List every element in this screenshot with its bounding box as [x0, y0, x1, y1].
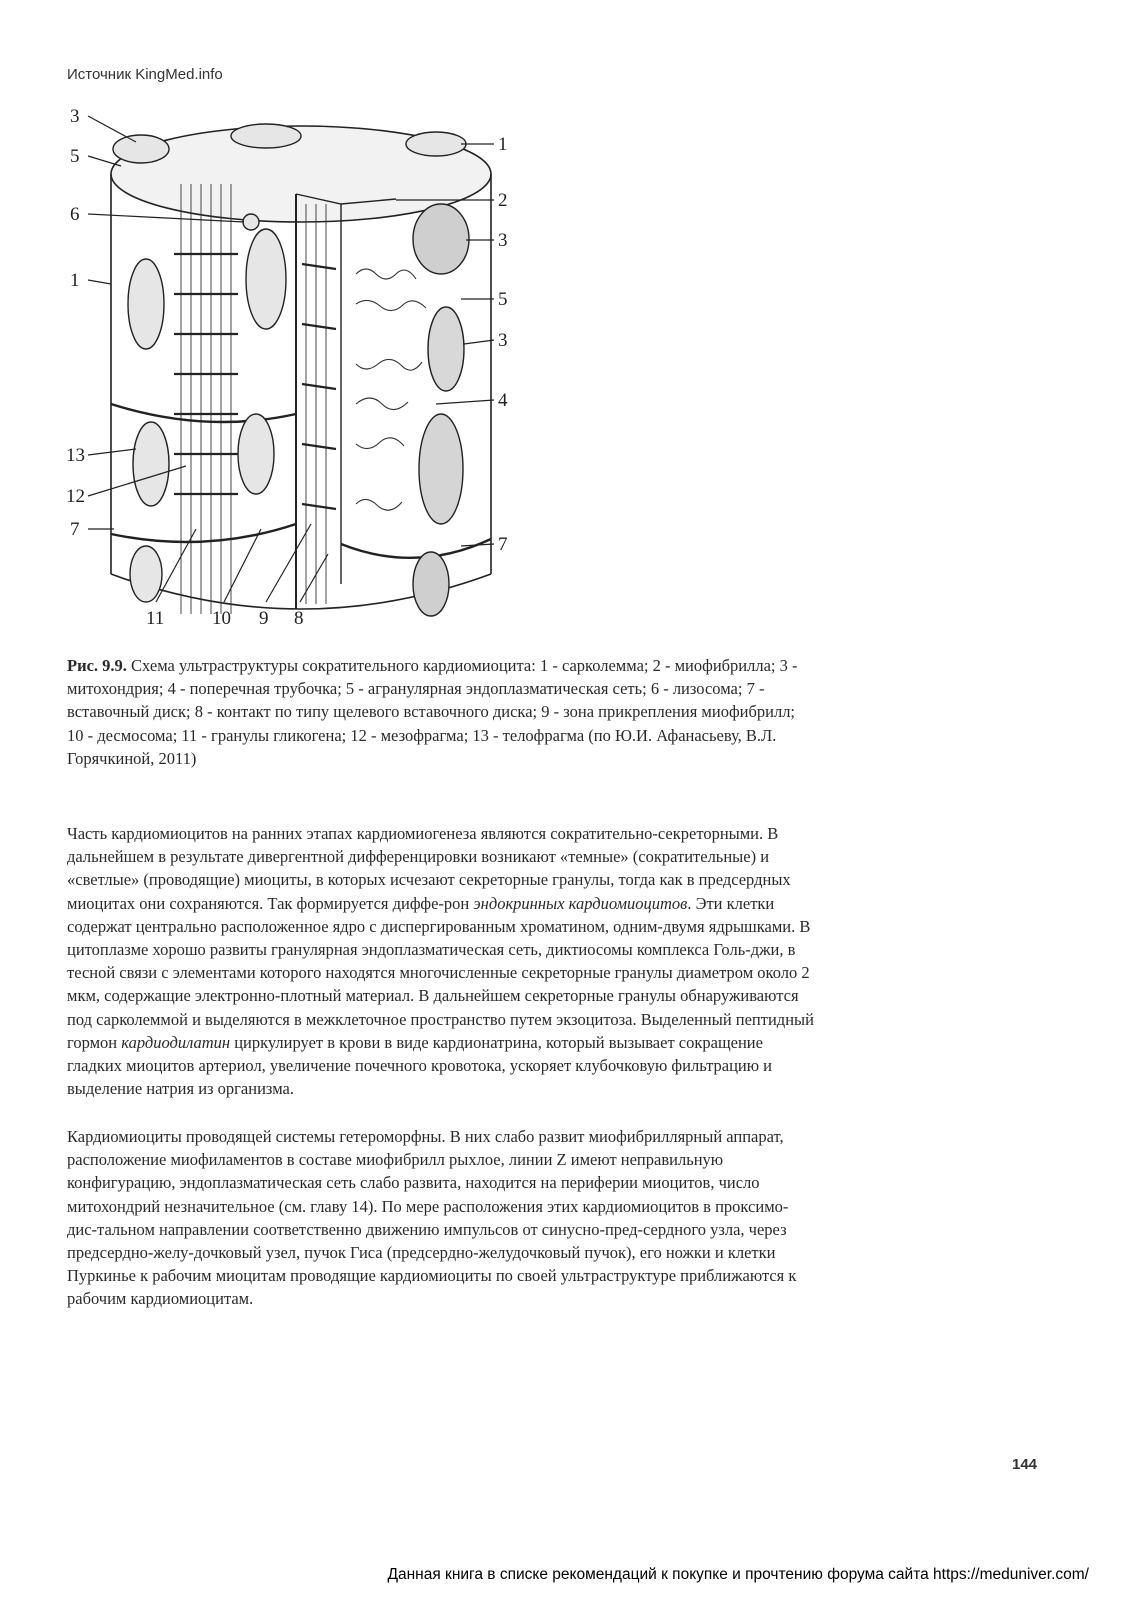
- text-line: предсердно-желу-дочковый узел, пучок Гиса (предсердно-желудочковый пучок), его ножки и клетки: [67, 1243, 776, 1263]
- label-left-12: 12: [66, 486, 85, 507]
- italic-term: кардиодилатин: [121, 1032, 231, 1052]
- label-right-4: 4: [498, 390, 508, 411]
- text-line: цитоплазме хорошо развиты гранулярная эндоплазматическая сеть, диктиосомы комплекса Голь-джи, в: [67, 940, 796, 960]
- text-line: дис-тальном направлении соответственно движению импульсов от синусно-пред-сердного узла, через: [67, 1219, 787, 1239]
- label-right-5: 5: [498, 289, 508, 310]
- text-segment: миоцитах они сохраняются. Так формируется диффе-рон: [67, 893, 474, 913]
- figure-caption: [67, 654, 1047, 770]
- text-segment: гормон: [67, 1032, 122, 1052]
- text-line: «светлые» (проводящие) миоциты, в которых исчезают секреторные гранулы, тогда как в предсердных: [67, 870, 791, 890]
- text-line: под сарколеммой и выделяются в межклеточное пространство путем экзоцитоза. Выделенный пептидный: [67, 1009, 814, 1029]
- text-line: гладких миоцитов артериол, увеличение почечного кровотока, ускоряет клубочковую фильтрацию и: [67, 1056, 773, 1076]
- footer-recommendation: Данная книга в списке рекомендаций к покупке и прочтению форума сайта https://meduniver.com/: [387, 1566, 1089, 1583]
- label-right-3b: 3: [498, 330, 508, 351]
- text-line: [67, 892, 1047, 915]
- text-line: конфигурацию, эндоплазматическая сеть слабо развита, находится на периферии миоцитов, число: [67, 1173, 760, 1193]
- label-bottom-8: 8: [294, 608, 304, 629]
- label-right-1: 1: [498, 134, 508, 155]
- label-right-3: 3: [498, 230, 508, 251]
- text-line: [67, 1031, 1047, 1054]
- caption-line: митохондрия; 4 - поперечная трубочка; 5 - агранулярная эндоплазматическая сеть; 6 - лизосома; 7 -: [67, 679, 765, 699]
- caption-label: Рис. 9.9.: [67, 656, 127, 675]
- caption-line: 10 - десмосома; 11 - гранулы гликогена; 12 - мезофрагма; 13 - телофрагма (по Ю.И. Афанасьеву, В.Л.: [67, 725, 777, 745]
- label-bottom-10: 10: [212, 608, 231, 629]
- text-line: выделение натрия из организма.: [67, 1079, 294, 1099]
- text-line: расположение миофиламентов в составе миофибрилл рыхлое, линии Z имеют неправильную: [67, 1150, 724, 1170]
- text-line: Кардиомиоциты проводящей системы гетероморфны. В них слабо развит миофибриллярный аппарат,: [67, 1127, 784, 1146]
- label-bottom-9: 9: [259, 608, 269, 629]
- caption-line: вставочный диск; 8 - контакт по типу щелевого вставочного диска; 9 - зона прикрепления миофибрилл;: [67, 702, 796, 722]
- label-left-5: 5: [70, 146, 80, 167]
- text-line: рабочим кардиомиоцитам.: [67, 1289, 254, 1309]
- text-segment: циркулирует в крови в виде кардионатрина, который вызывает сокращение: [230, 1032, 763, 1052]
- text-line: тесной связи с элементами которого находятся многочисленные секреторные гранулы диаметром около 2: [67, 963, 810, 983]
- label-left-6: 6: [70, 204, 80, 225]
- paragraph-endocrine-cardiomyocytes: [67, 822, 1047, 1100]
- label-left-3: 3: [70, 106, 80, 127]
- label-left-1: 1: [70, 270, 80, 291]
- paragraph-conducting-system: [67, 1125, 1047, 1311]
- page-number: 144: [1012, 1456, 1038, 1473]
- label-left-13: 13: [66, 445, 85, 466]
- text-line: митохондрий незначительное (см. главу 14). По мере расположения этих кардиомиоцитов в проксимо-: [67, 1196, 789, 1216]
- text-segment: . Эти клетки: [687, 893, 775, 913]
- caption-line: Схема ультраструктуры сократительного кардиомиоцита: 1 - сарколемма; 2 - миофибрилла; 3 -: [126, 656, 798, 675]
- label-right-7: 7: [498, 534, 508, 555]
- text-line: дальнейшем в результате дивергентной дифференцировки возникают «темные» (сократительные) и: [67, 847, 770, 867]
- italic-term: эндокринных кардиомиоцитов: [473, 893, 688, 913]
- text-line: Часть кардиомиоцитов на ранних этапах кардиомиогенеза являются сократительно-секреторными. В: [67, 824, 779, 843]
- text-line: мкм, содержащие электронно-плотный материал. В дальнейшем секреторные гранулы обнаруживаются: [67, 986, 799, 1006]
- source-header: Источник KingMed.info: [67, 66, 223, 83]
- label-right-2: 2: [498, 190, 508, 211]
- caption-line: Горячкиной, 2011): [67, 748, 197, 768]
- label-bottom-11: 11: [146, 608, 165, 629]
- text-line: Пуркинье к рабочим миоцитам проводящие кардиомиоциты по своей ультраструктуре приближаются к: [67, 1266, 797, 1286]
- label-left-7: 7: [70, 519, 80, 540]
- cardiomyocyte-figure: [66, 104, 536, 634]
- text-line: содержат центрально расположенное ядро с диспергированным хроматином, одним-двумя ядрышками. В: [67, 916, 811, 936]
